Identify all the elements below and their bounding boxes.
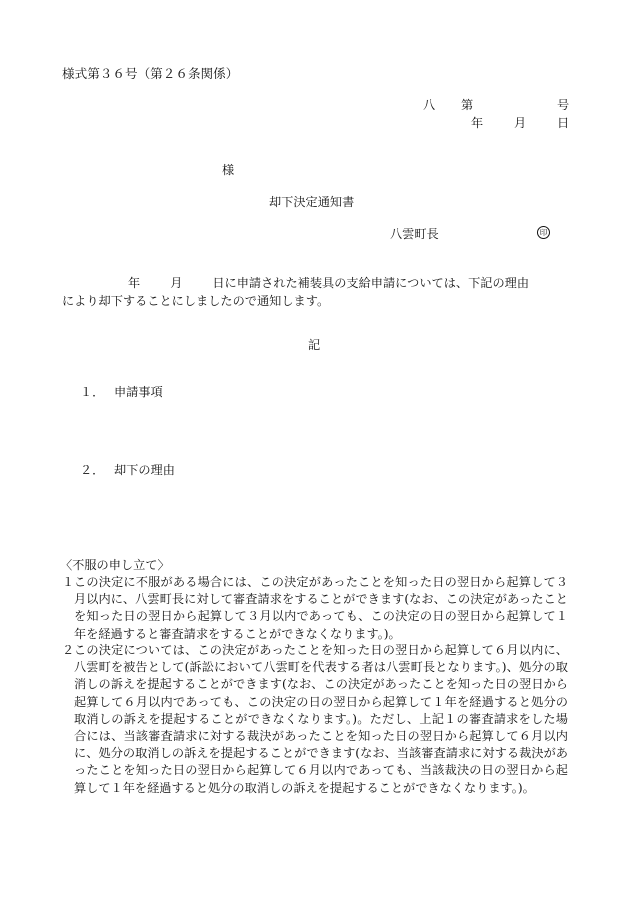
objection-item-number: ２ [62, 643, 75, 657]
section-number: １． [80, 385, 105, 399]
section-rejection-reason [80, 464, 175, 476]
objection-item-number: １ [62, 575, 75, 589]
objection-item-text: この決定については、この決定があったことを知った日の翌日から起算して６月以内に、八雲町を被告として(訴訟において八雲町を代表する者は八雲町長となります。)、処分の取消しの訴えを提起することができます(なお、この決定があったことを知った日の翌日から起算して６月以内であっても、この決定の日の翌日から起算して１年を経過すると処分の取消しの訴えを提起することができなくなります。)。ただし、上記１の審査請求をした場合には、当該審査請求に対する裁決があったことを知った日の翌日から起算して６月以内に、処分の取消しの訴えを提起することができます(なお、当該審査請求に対する裁決があったことを知った日の翌日から起算して６月以内であっても、当該裁決の日の翌日から起算して１年を経過すると処分の取消しの訴えを提起することができなくなります。)。 [74, 643, 568, 795]
notice-body [62, 274, 562, 310]
objection-item-1 [62, 574, 568, 643]
doc-ref-prefix: 八 [423, 98, 436, 112]
seal-mark: 印 [537, 226, 550, 239]
section-number: ２． [80, 463, 105, 477]
date-day: 日 [557, 116, 570, 130]
document-title: 却下決定通知書 [269, 195, 355, 209]
section-label: 申請事項 [114, 385, 163, 399]
objection-item-text: この決定に不服がある場合には、この決定があったことを知った日の翌日から起算して３月以内に、八雲町長に対して審査請求をすることができます(なお、この決定があったことを知った日の翌日から起算して３月以内であっても、この決定の日の翌日から起算して１年を経過すると審査請求をすることができなくなります。)。 [74, 575, 568, 641]
addressee-suffix: 様 [222, 163, 235, 177]
objection-item-2 [62, 642, 568, 797]
form-number: 様式第３６号（第２６条関係） [62, 66, 239, 81]
section-application-items [80, 386, 163, 398]
body-month: 月 [170, 276, 183, 290]
date-year: 年 [471, 116, 484, 130]
notice-body-line2: により却下することにしましたので通知します。 [62, 294, 330, 308]
objection-heading: 〈不服の申し立て〉 [60, 558, 170, 572]
ki-heading: 記 [308, 338, 321, 352]
notice-body-line1 [62, 274, 562, 292]
section-label: 却下の理由 [114, 463, 175, 477]
doc-ref-go: 号 [557, 98, 570, 112]
body-year: 年 [128, 276, 141, 290]
body-line1-rest: 日に申請された補装具の支給申請については、下記の理由 [212, 276, 530, 290]
issuer-name: 八雲町長 [390, 227, 439, 241]
doc-ref-dai: 第 [461, 98, 474, 112]
date-month: 月 [514, 116, 527, 130]
